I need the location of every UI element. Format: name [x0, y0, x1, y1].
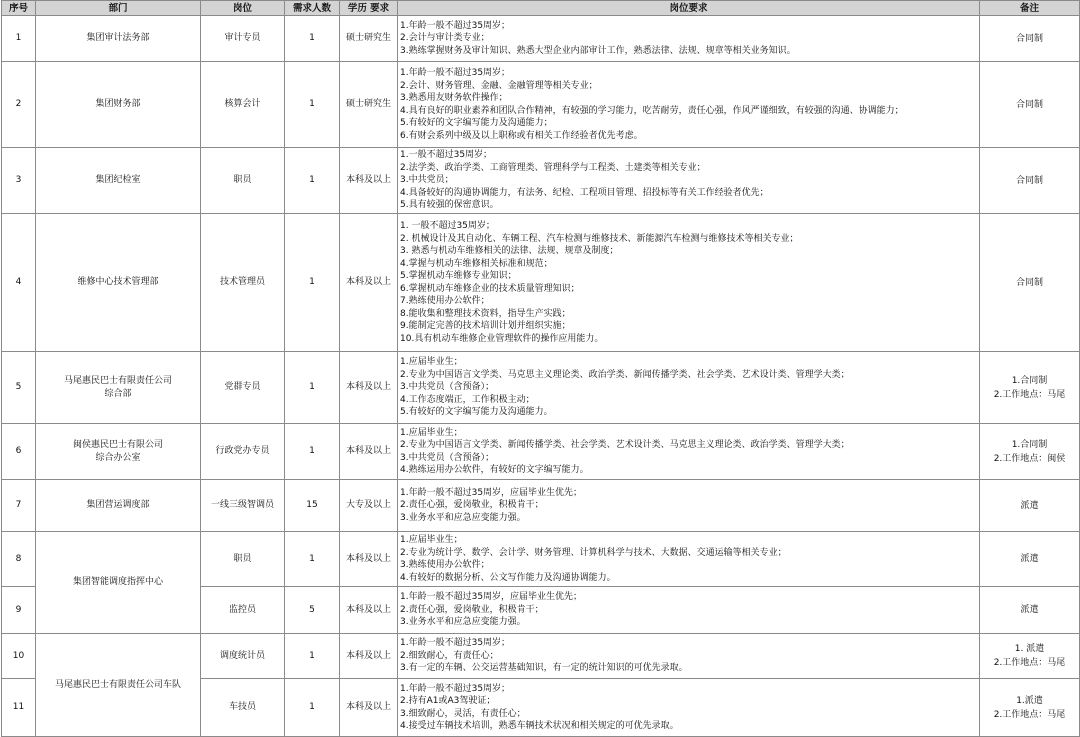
requirement-line: 3.有一定的车辆、公交运营基础知识，有一定的统计知识的可优先录取。 — [400, 663, 688, 674]
requirement-line: 1. 一般不超过35周岁； — [400, 221, 495, 231]
requirement-line: 3.中共党员（含预备）； — [400, 452, 495, 463]
remarks-cell — [980, 587, 1080, 634]
requirement-line: 7.熟练使用办公软件； — [400, 296, 490, 306]
requirement-line: 2.责任心强，爱岗敬业，积极肯干； — [400, 500, 544, 511]
remark-line: 合同制 — [1015, 33, 1043, 44]
education-cell: 本科及以上 — [340, 587, 398, 634]
education-cell: 本科及以上 — [340, 352, 398, 424]
remark-line: 1.合同制 — [1011, 439, 1048, 450]
requirement-line: 5.有较好的文字编写能力及沟通能力。 — [400, 407, 553, 418]
dept-line: 集团营运调度部 — [86, 500, 150, 510]
dept-line: 集团纪检室 — [95, 175, 141, 185]
dept-cell — [36, 480, 201, 532]
header-remarks: 备注 — [980, 1, 1080, 16]
count-cell: 1 — [285, 214, 340, 352]
dept-cell — [36, 62, 201, 148]
requirement-line: 1.应届毕业生； — [400, 535, 463, 545]
education-cell: 本科及以上 — [340, 424, 398, 480]
count-cell: 1 — [285, 16, 340, 62]
remark-line: 派遣 — [1020, 605, 1039, 615]
table-row — [2, 634, 1080, 679]
remark-line: 2.工作地点：马尾 — [993, 658, 1066, 668]
table-row — [2, 148, 1080, 214]
dept-cell — [36, 634, 201, 737]
dept-cell — [36, 148, 201, 214]
header-seq: 序号 — [2, 1, 36, 16]
requirement-line: 4.具有良好的职业素养和团队合作精神，有较强的学习能力，吃苦耐劳，责任心强，作风严谨细致，有较强的沟通、协调能力； — [400, 105, 904, 116]
remarks-cell — [980, 480, 1080, 532]
requirement-line: 1.年龄一般不超过35周岁，应届毕业生优先； — [400, 487, 583, 498]
remarks-cell — [980, 352, 1080, 424]
requirement-line: 4.熟练运用办公软件，有较好的文字编写能力。 — [400, 465, 589, 475]
remark-line: 派遣 — [1020, 554, 1039, 564]
seq-cell: 2 — [2, 62, 36, 148]
requirement-line: 8.能收集和整理技术资料，指导生产实践； — [400, 308, 571, 319]
requirements-cell — [398, 587, 980, 634]
remark-line: 1.合同制 — [1011, 375, 1048, 386]
requirement-line: 2.持有A1或A3驾驶证； — [400, 696, 496, 706]
requirement-line: 2.专业为中国语言文学类、新闻传播学类、社会学类、艺术设计类、马克思主义理论类、政治学类、管理学大类； — [400, 440, 850, 450]
requirement-line: 3.熟练使用办公软件； — [400, 560, 490, 570]
remarks-cell — [980, 148, 1080, 214]
dept-line: 马尾惠民巴士有限责任公司车队 — [54, 679, 181, 690]
table-row — [2, 480, 1080, 532]
requirement-line: 3.业务水平和应急应变能力强。 — [400, 617, 526, 628]
seq-cell: 6 — [2, 424, 36, 480]
dept-line: 集团智能调度指挥中心 — [72, 577, 163, 587]
requirement-line: 4.具备较好的沟通协调能力，有法务、纪检、工程项目管理、招投标等有关工作经验者优先； — [400, 187, 769, 198]
education-cell: 大专及以上 — [340, 480, 398, 532]
count-cell: 1 — [285, 679, 340, 737]
seq-cell: 4 — [2, 214, 36, 352]
header-dept: 部门 — [36, 1, 201, 16]
count-cell: 1 — [285, 148, 340, 214]
remarks-cell — [980, 679, 1080, 737]
requirement-line: 1.年龄一般不超过35周岁； — [400, 68, 511, 78]
requirement-line: 10.具有机动车维修企业管理软件的操作应用能力。 — [400, 333, 604, 344]
count-cell: 1 — [285, 62, 340, 148]
requirement-line: 3. 熟悉与机动车维修相关的法律、法规、规章及制度； — [400, 246, 619, 256]
dept-cell — [36, 214, 201, 352]
requirement-line: 2.会计与审计类专业； — [400, 33, 490, 44]
seq-cell: 3 — [2, 148, 36, 214]
header-row — [2, 1, 1080, 16]
table-row — [2, 532, 1080, 587]
remark-line: 2.工作地点：闽侯 — [993, 453, 1066, 464]
remark-line: 合同制 — [1015, 277, 1043, 288]
requirement-line: 3.中共党员（含预备）； — [400, 382, 495, 393]
requirement-line: 4.有较好的数据分析、公文写作能力及沟通协调能力。 — [400, 572, 616, 583]
requirements-cell — [398, 424, 980, 480]
seq-cell: 1 — [2, 16, 36, 62]
dept-cell — [36, 532, 201, 634]
remarks-cell — [980, 424, 1080, 480]
requirement-line: 3.中共党员； — [400, 175, 454, 186]
requirement-line: 1.应届毕业生； — [400, 427, 463, 438]
position-cell: 职员 — [201, 148, 285, 214]
position-cell: 行政党办专员 — [201, 424, 285, 480]
position-cell: 职员 — [201, 532, 285, 587]
seq-cell: 7 — [2, 480, 36, 532]
seq-cell: 9 — [2, 587, 36, 634]
education-cell: 本科及以上 — [340, 214, 398, 352]
header-count: 需求人数 — [285, 1, 340, 16]
requirements-cell — [398, 532, 980, 587]
requirement-line: 1.一般不超过35周岁； — [400, 150, 493, 161]
requirement-line: 2. 机械设计及其自动化、车辆工程、汽车检测与维修技术、新能源汽车检测与维修技术等相关专业； — [400, 233, 799, 244]
requirement-line: 3.熟悉用友财务软件操作； — [400, 93, 508, 103]
requirement-line: 4.工作态度端正，工作积极主动； — [400, 394, 535, 405]
table-body — [2, 16, 1080, 737]
requirements-cell — [398, 62, 980, 148]
position-cell: 监控员 — [201, 587, 285, 634]
header-requirements: 岗位要求 — [398, 1, 980, 16]
requirement-line: 2.专业为统计学、数学、会计学、财务管理、计算机科学与技术、大数据、交通运输等相关专业； — [400, 547, 787, 558]
count-cell: 1 — [285, 532, 340, 587]
count-cell: 1 — [285, 634, 340, 679]
remarks-cell — [980, 62, 1080, 148]
requirements-cell — [398, 480, 980, 532]
requirements-cell — [398, 148, 980, 214]
count-cell: 1 — [285, 424, 340, 480]
dept-line: 集团财务部 — [95, 99, 141, 109]
remarks-cell — [980, 532, 1080, 587]
remark-line: 派遣 — [1020, 500, 1039, 511]
position-cell: 技术管理员 — [201, 214, 285, 352]
requirements-cell — [398, 679, 980, 737]
dept-line: 综合部 — [104, 388, 132, 399]
requirement-line: 6.掌握机动车维修企业的技术质量管理知识； — [400, 283, 580, 294]
header-education: 学历 要求 — [340, 1, 398, 16]
table-row — [2, 214, 1080, 352]
remark-line: 2.工作地点：马尾 — [993, 709, 1066, 720]
education-cell: 硕士研究生 — [340, 62, 398, 148]
position-cell: 党群专员 — [201, 352, 285, 424]
table-row — [2, 16, 1080, 62]
requirement-line: 2.细致耐心，有责任心； — [400, 650, 499, 661]
requirement-line: 6.有财会系列中级及以上职称或有相关工作经验者优先考虑。 — [400, 130, 643, 141]
requirement-line: 1.应届毕业生； — [400, 357, 463, 368]
dept-line: 综合办公室 — [95, 452, 141, 463]
requirements-cell — [398, 634, 980, 679]
remark-line: 合同制 — [1015, 175, 1043, 186]
dept-line: 维修中心技术管理部 — [77, 277, 159, 287]
requirement-line: 4.接受过车辆技术培训，熟悉车辆技术状况和相关规定的可优先录取。 — [400, 721, 679, 731]
requirement-line: 2.法学类、政治学类、工商管理类、管理科学与工程类、土建类等相关专业； — [400, 162, 706, 173]
requirement-line: 1.年龄一般不超过35周岁，应届毕业生优先； — [400, 592, 583, 603]
requirement-line: 5.有较好的文字编写能力及沟通能力； — [400, 118, 553, 128]
requirement-line: 2.会计、财务管理、金融、金融管理等相关专业； — [400, 80, 598, 91]
requirements-cell — [398, 352, 980, 424]
position-cell: 调度统计员 — [201, 634, 285, 679]
requirement-line: 4.掌握与机动车维修相关标准和规范； — [400, 258, 553, 269]
education-cell: 硕士研究生 — [340, 16, 398, 62]
count-cell: 1 — [285, 352, 340, 424]
seq-cell: 8 — [2, 532, 36, 587]
remark-line: 1. 派遣 — [1014, 644, 1045, 654]
dept-line: 集团审计法务部 — [86, 33, 150, 43]
table-row — [2, 62, 1080, 148]
requirements-cell — [398, 16, 980, 62]
remarks-cell — [980, 214, 1080, 352]
requirement-line: 3.细致耐心，灵活，有责任心； — [400, 708, 526, 719]
header-position: 岗位 — [201, 1, 285, 16]
seq-cell: 5 — [2, 352, 36, 424]
position-cell: 一线三级智调员 — [201, 480, 285, 532]
requirements-cell — [398, 214, 980, 352]
requirement-line: 5.掌握机动车维修专业知识； — [400, 271, 517, 281]
remarks-cell — [980, 634, 1080, 679]
requirement-line: 1.年龄一般不超过35周岁； — [400, 638, 511, 649]
requirement-line: 5.具有较强的保密意识。 — [400, 200, 499, 211]
position-cell: 核算会计 — [201, 62, 285, 148]
dept-line: 闽侯惠民巴士有限公司 — [72, 439, 163, 450]
position-cell: 审计专员 — [201, 16, 285, 62]
dept-cell — [36, 424, 201, 480]
recruitment-table — [1, 0, 1080, 737]
table-row — [2, 352, 1080, 424]
requirement-line: 3.熟练掌握财务及审计知识、熟悉大型企业内部审计工作，熟悉法律、法规、规章等相关业务知识。 — [400, 45, 796, 56]
requirement-line: 2.责任心强，爱岗敬业，积极肯干； — [400, 604, 544, 615]
education-cell: 本科及以上 — [340, 679, 398, 737]
dept-cell — [36, 16, 201, 62]
education-cell: 本科及以上 — [340, 148, 398, 214]
remark-line: 合同制 — [1015, 99, 1043, 110]
count-cell: 15 — [285, 480, 340, 532]
dept-cell — [36, 352, 201, 424]
table-row — [2, 424, 1080, 480]
dept-line: 马尾惠民巴士有限责任公司 — [63, 375, 172, 386]
remark-line: 2.工作地点：马尾 — [993, 389, 1066, 400]
requirement-line: 9.能制定完善的技术培训计划并组织实施； — [400, 321, 571, 331]
position-cell: 车技员 — [201, 679, 285, 737]
education-cell: 本科及以上 — [340, 634, 398, 679]
requirement-line: 2.专业为中国语言文学类、马克思主义理论类、政治学类、新闻传播学类、社会学类、艺术设计类、管理学大类； — [400, 369, 850, 380]
remark-line: 1.派遣 — [1016, 695, 1043, 706]
seq-cell: 10 — [2, 634, 36, 679]
count-cell: 5 — [285, 587, 340, 634]
requirement-line: 3.业务水平和应急应变能力强。 — [400, 512, 526, 523]
seq-cell: 11 — [2, 679, 36, 737]
requirement-line: 1.年龄一般不超过35周岁； — [400, 683, 511, 694]
remarks-cell — [980, 16, 1080, 62]
education-cell: 本科及以上 — [340, 532, 398, 587]
requirement-line: 1.年龄一般不超过35周岁； — [400, 20, 511, 31]
